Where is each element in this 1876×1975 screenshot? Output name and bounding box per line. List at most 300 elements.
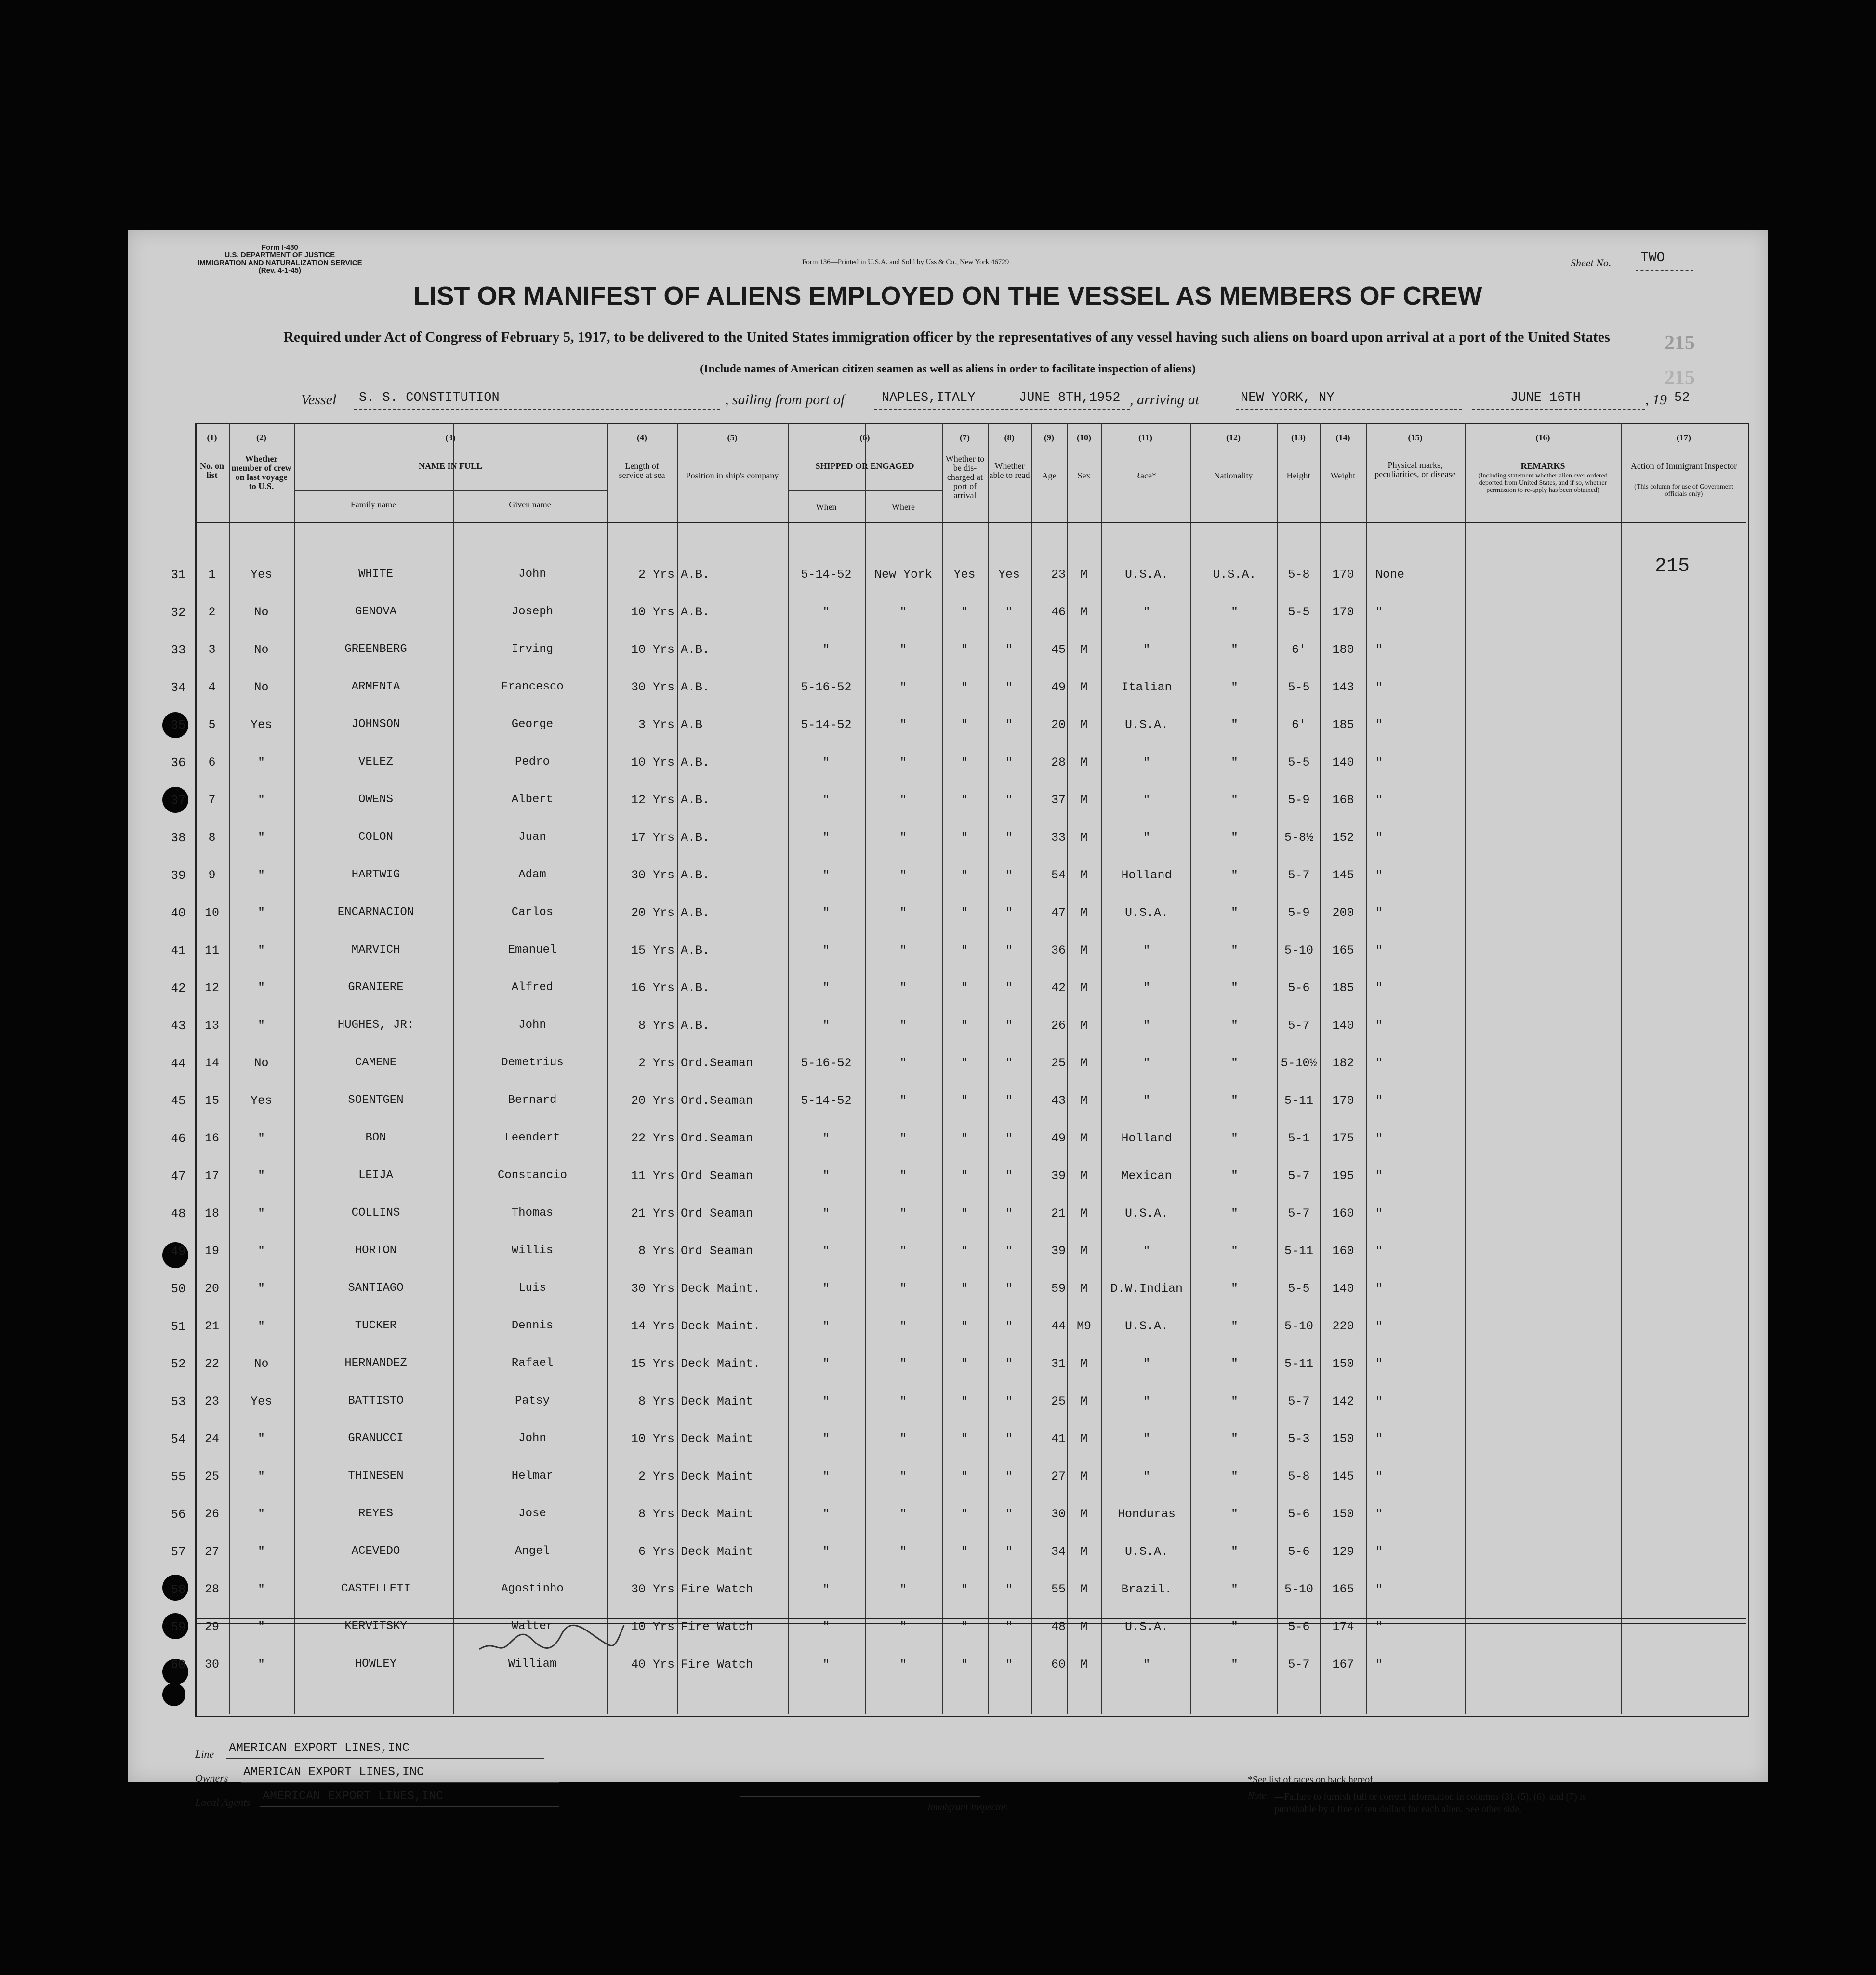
cell-age: 26 bbox=[1051, 1019, 1066, 1033]
cell-given-name: Willis bbox=[511, 1244, 554, 1257]
cell-height: 5-5 bbox=[1288, 1282, 1310, 1296]
cell-race: " bbox=[1143, 793, 1150, 807]
cell-discharged: " bbox=[961, 981, 968, 995]
cell-shipped-where: " bbox=[899, 793, 907, 807]
cell-weight: 140 bbox=[1332, 1282, 1354, 1296]
cell-position: Ord.Seaman bbox=[681, 1131, 753, 1145]
cell-length-of-service: 21 Yrs bbox=[631, 1206, 674, 1220]
cell-able-to-read: " bbox=[1005, 1507, 1013, 1521]
cell-given-name: William bbox=[508, 1657, 557, 1670]
cell-family-name: ACEVEDO bbox=[351, 1545, 400, 1558]
cell-age: 59 bbox=[1051, 1282, 1066, 1296]
cell-height: 5-9 bbox=[1288, 793, 1310, 807]
cell-given-name: Francesco bbox=[501, 680, 564, 693]
cell-able-to-read: " bbox=[1005, 1432, 1013, 1446]
cell-row-number: 1 bbox=[208, 568, 216, 582]
cell-age: 41 bbox=[1051, 1432, 1066, 1446]
cell-row-number: 22 bbox=[204, 1357, 219, 1371]
cell-weight: 150 bbox=[1332, 1507, 1354, 1521]
cell-height: 5-11 bbox=[1284, 1357, 1313, 1371]
cell-position: Deck Maint bbox=[681, 1432, 753, 1446]
cell-shipped-when: " bbox=[822, 1432, 830, 1446]
cell-race: Brazil. bbox=[1121, 1582, 1172, 1596]
line-index: 58 bbox=[171, 1582, 186, 1597]
cell-previous-voyage: " bbox=[257, 1545, 265, 1559]
cell-weight: 160 bbox=[1332, 1244, 1354, 1258]
cell-given-name: Albert bbox=[511, 793, 554, 806]
cell-age: 45 bbox=[1051, 643, 1066, 657]
cell-given-name: George bbox=[511, 718, 554, 731]
cell-race: " bbox=[1143, 1357, 1150, 1371]
cell-given-name: Dennis bbox=[511, 1319, 554, 1332]
cell-family-name: HUGHES, JR: bbox=[337, 1019, 414, 1032]
cell-row-number: 10 bbox=[204, 906, 219, 920]
cell-physical-marks: " bbox=[1375, 643, 1383, 657]
cell-able-to-read: " bbox=[1005, 643, 1013, 657]
cell-family-name: HORTON bbox=[355, 1244, 397, 1257]
cell-physical-marks: " bbox=[1375, 1019, 1383, 1033]
owners-label: Owners bbox=[195, 1772, 228, 1784]
cell-previous-voyage: " bbox=[257, 1507, 265, 1521]
cell-nationality: " bbox=[1230, 1507, 1238, 1521]
cell-physical-marks: " bbox=[1375, 1169, 1383, 1183]
cell-row-number: 15 bbox=[204, 1094, 219, 1108]
cell-discharged: " bbox=[961, 1169, 968, 1183]
line-index: 48 bbox=[171, 1206, 186, 1221]
cell-family-name: GRANIERE bbox=[348, 981, 404, 994]
cell-length-of-service: 10 Yrs bbox=[631, 756, 674, 769]
cell-given-name: John bbox=[518, 568, 546, 581]
cell-shipped-when: " bbox=[822, 906, 830, 920]
cell-shipped-when: " bbox=[822, 1169, 830, 1183]
cell-given-name: John bbox=[518, 1432, 546, 1445]
cell-age: 44 bbox=[1051, 1319, 1066, 1333]
cell-discharged: " bbox=[961, 1282, 968, 1296]
cell-weight: 140 bbox=[1332, 1019, 1354, 1033]
cell-row-number: 11 bbox=[204, 943, 219, 957]
cell-age: 39 bbox=[1051, 1169, 1066, 1183]
cell-position: A.B. bbox=[681, 868, 710, 882]
cell-height: 5-6 bbox=[1288, 1545, 1310, 1559]
cell-discharged: " bbox=[961, 1432, 968, 1446]
owners-value: AMERICAN EXPORT LINES,INC bbox=[243, 1765, 424, 1779]
cell-able-to-read: " bbox=[1005, 680, 1013, 694]
cell-family-name: TUCKER bbox=[355, 1319, 397, 1332]
cell-weight: 185 bbox=[1332, 981, 1354, 995]
cell-shipped-when: " bbox=[822, 1206, 830, 1220]
cell-age: 23 bbox=[1051, 568, 1066, 582]
cell-previous-voyage: " bbox=[257, 756, 265, 769]
cell-length-of-service: 2 Yrs bbox=[638, 568, 674, 582]
cell-height: 5-7 bbox=[1288, 1019, 1310, 1033]
cell-able-to-read: " bbox=[1005, 1019, 1013, 1033]
cell-discharged: " bbox=[961, 1206, 968, 1220]
cell-previous-voyage: " bbox=[257, 1169, 265, 1183]
cell-height: 5-11 bbox=[1284, 1094, 1313, 1108]
cell-height: 5-3 bbox=[1288, 1432, 1310, 1446]
cell-race: U.S.A. bbox=[1124, 906, 1168, 920]
cell-position: Deck Maint. bbox=[681, 1319, 761, 1333]
cell-nationality: " bbox=[1230, 1206, 1238, 1220]
cell-row-number: 19 bbox=[204, 1244, 219, 1258]
cell-sex: M bbox=[1080, 1470, 1088, 1484]
cell-family-name: ENCARNACION bbox=[337, 906, 414, 919]
cell-shipped-where: " bbox=[899, 1582, 907, 1596]
cell-sex: M bbox=[1080, 718, 1088, 732]
col-num: (17) bbox=[1677, 433, 1691, 442]
cell-length-of-service: 40 Yrs bbox=[631, 1657, 674, 1671]
cell-sex: M bbox=[1080, 1019, 1088, 1033]
cell-physical-marks: None bbox=[1375, 568, 1405, 582]
line-index: 49 bbox=[171, 1244, 186, 1259]
cell-age: 49 bbox=[1051, 1131, 1066, 1145]
cell-height: 5-6 bbox=[1288, 1620, 1310, 1634]
cell-able-to-read: " bbox=[1005, 868, 1013, 882]
cell-shipped-when: " bbox=[822, 981, 830, 995]
cell-shipped-where: " bbox=[899, 1470, 907, 1484]
agents-label: Local Agents bbox=[195, 1796, 251, 1808]
cell-weight: 195 bbox=[1332, 1169, 1354, 1183]
cell-weight: 182 bbox=[1332, 1056, 1354, 1070]
cell-age: 30 bbox=[1051, 1507, 1066, 1521]
cell-row-number: 25 bbox=[204, 1470, 219, 1484]
cell-race: Mexican bbox=[1121, 1169, 1172, 1183]
cell-row-number: 5 bbox=[208, 718, 216, 732]
cell-discharged: " bbox=[961, 1507, 968, 1521]
cell-given-name: Irving bbox=[511, 643, 554, 656]
cell-sex: M bbox=[1080, 793, 1088, 807]
col-header-discharged: Whether to be dis-charged at port of arrival bbox=[945, 454, 985, 500]
cell-race: " bbox=[1143, 943, 1150, 957]
line-index: 60 bbox=[171, 1657, 186, 1672]
cell-row-number: 8 bbox=[208, 831, 216, 845]
cell-row-number: 14 bbox=[204, 1056, 219, 1070]
cell-position: A.B. bbox=[681, 943, 710, 957]
cell-row-number: 24 bbox=[204, 1432, 219, 1446]
cell-nationality: " bbox=[1230, 718, 1238, 732]
cell-physical-marks: " bbox=[1375, 831, 1383, 845]
cell-weight: 165 bbox=[1332, 1582, 1354, 1596]
cell-sex: M bbox=[1080, 680, 1088, 694]
col-header-age: Age bbox=[1042, 471, 1057, 480]
cell-family-name: GREENBERG bbox=[344, 643, 407, 656]
cell-age: 36 bbox=[1051, 943, 1066, 957]
cell-given-name: Jose bbox=[518, 1507, 546, 1520]
cell-position: Ord.Seaman bbox=[681, 1094, 753, 1108]
cell-position: A.B bbox=[681, 718, 703, 732]
cell-race: Italian bbox=[1121, 680, 1172, 694]
cell-family-name: CASTELLETI bbox=[341, 1582, 411, 1595]
cell-length-of-service: 2 Yrs bbox=[638, 1470, 674, 1484]
cell-shipped-where: " bbox=[899, 1357, 907, 1371]
stamp-number: 215 bbox=[1665, 367, 1695, 389]
cell-race: U.S.A. bbox=[1124, 1319, 1168, 1333]
col-header-nationality: Nationality bbox=[1214, 471, 1253, 480]
cell-age: 55 bbox=[1051, 1582, 1066, 1596]
col-header-read: Whether able to read bbox=[989, 461, 1030, 480]
cell-row-number: 30 bbox=[204, 1657, 219, 1671]
cell-race: U.S.A. bbox=[1124, 718, 1168, 732]
cell-nationality: " bbox=[1230, 605, 1238, 619]
cell-family-name: JOHNSON bbox=[351, 718, 400, 731]
cell-nationality: " bbox=[1230, 1394, 1238, 1408]
cell-physical-marks: " bbox=[1375, 680, 1383, 694]
cell-shipped-where: " bbox=[899, 1394, 907, 1408]
cell-nationality: " bbox=[1230, 1056, 1238, 1070]
cell-shipped-when: " bbox=[822, 1282, 830, 1296]
cell-position: Fire Watch bbox=[681, 1582, 753, 1596]
cell-physical-marks: " bbox=[1375, 605, 1383, 619]
cell-able-to-read: " bbox=[1005, 1131, 1013, 1145]
cell-weight: 170 bbox=[1332, 568, 1354, 582]
cell-shipped-where: New York bbox=[874, 568, 933, 582]
cell-discharged: " bbox=[961, 1094, 968, 1108]
cell-shipped-when: " bbox=[822, 1657, 830, 1671]
cell-height: 5-5 bbox=[1288, 680, 1310, 694]
cell-position: A.B. bbox=[681, 906, 710, 920]
cell-discharged: " bbox=[961, 605, 968, 619]
cell-race: " bbox=[1143, 605, 1150, 619]
cell-row-number: 2 bbox=[208, 605, 216, 619]
cell-race: D.W.Indian bbox=[1110, 1282, 1183, 1296]
form-number: Form I-480 U.S. DEPARTMENT OF JUSTICE IMMIGRATION AND NATURALIZATION SERVICE (Rev. 4-1-45) bbox=[198, 243, 362, 275]
cell-able-to-read: " bbox=[1005, 1357, 1013, 1371]
cell-family-name: COLLINS bbox=[351, 1206, 400, 1219]
cell-sex: M bbox=[1080, 1357, 1088, 1371]
cell-previous-voyage: Yes bbox=[250, 1394, 272, 1408]
cell-length-of-service: 8 Yrs bbox=[638, 1019, 674, 1033]
col-num: (1) bbox=[207, 433, 217, 442]
vessel-name: S. S. CONSTITUTION bbox=[359, 391, 500, 405]
cell-family-name: GRANUCCI bbox=[348, 1432, 404, 1445]
page-subtitle: Required under Act of Congress of February 5, 1917, to be delivered to the United States immigration officer by the representatives of any vessel having such aliens on board upon arrival at a port of the United States bbox=[283, 329, 1610, 345]
cell-weight: 152 bbox=[1332, 831, 1354, 845]
cell-family-name: BATTISTO bbox=[348, 1394, 404, 1407]
line-index: 54 bbox=[171, 1432, 186, 1446]
cell-given-name: Juan bbox=[518, 831, 546, 844]
cell-position: Ord.Seaman bbox=[681, 1056, 753, 1070]
cell-family-name: LEIJA bbox=[358, 1169, 393, 1182]
col-header-when: When bbox=[816, 502, 837, 512]
cell-shipped-when: " bbox=[822, 943, 830, 957]
cell-length-of-service: 12 Yrs bbox=[631, 793, 674, 807]
cell-row-number: 4 bbox=[208, 680, 216, 694]
cell-shipped-when: " bbox=[822, 831, 830, 845]
cell-shipped-where: " bbox=[899, 1657, 907, 1671]
cell-sex: M bbox=[1080, 906, 1088, 920]
cell-able-to-read: " bbox=[1005, 718, 1013, 732]
cell-age: 37 bbox=[1051, 793, 1066, 807]
line-index: 50 bbox=[171, 1282, 186, 1296]
cell-shipped-where: " bbox=[899, 718, 907, 732]
cell-shipped-when: 5-14-52 bbox=[801, 718, 852, 732]
col-header-physical-marks: Physical marks, peculiarities, or disease bbox=[1374, 460, 1456, 479]
cell-shipped-when: " bbox=[822, 1319, 830, 1333]
col-header-remarks-note: (Including statement whether alien ever ordered deported from United States, and if so, whether permission to re-apply has been obtained) bbox=[1478, 472, 1608, 494]
cell-position: Ord Seaman bbox=[681, 1169, 753, 1183]
col-num: (5) bbox=[727, 433, 738, 442]
cell-able-to-read: " bbox=[1005, 1094, 1013, 1108]
cell-length-of-service: 3 Yrs bbox=[638, 718, 674, 732]
cell-previous-voyage: No bbox=[254, 605, 269, 619]
cell-sex: M bbox=[1080, 1206, 1088, 1220]
line-index: 39 bbox=[171, 868, 186, 883]
cell-position: Fire Watch bbox=[681, 1657, 753, 1671]
cell-height: 5-5 bbox=[1288, 756, 1310, 769]
cell-sex: M bbox=[1080, 1169, 1088, 1183]
cell-shipped-where: " bbox=[899, 1131, 907, 1145]
cell-given-name: Luis bbox=[518, 1282, 546, 1295]
col-num: (10) bbox=[1077, 433, 1091, 442]
manifest-sheet bbox=[128, 230, 1768, 1815]
cell-physical-marks: " bbox=[1375, 1094, 1383, 1108]
cell-family-name: CAMENE bbox=[355, 1056, 397, 1069]
cell-able-to-read: " bbox=[1005, 831, 1013, 845]
cell-family-name: VELEZ bbox=[358, 756, 393, 769]
cell-shipped-when: " bbox=[822, 1470, 830, 1484]
cell-age: 25 bbox=[1051, 1394, 1066, 1408]
cell-nationality: " bbox=[1230, 1357, 1238, 1371]
cell-position: Deck Maint. bbox=[681, 1282, 761, 1296]
col-num: (16) bbox=[1535, 433, 1550, 442]
cell-previous-voyage: " bbox=[257, 906, 265, 920]
cell-weight: 180 bbox=[1332, 643, 1354, 657]
cell-shipped-where: " bbox=[899, 831, 907, 845]
sheet-number: TWO bbox=[1640, 251, 1665, 265]
cell-family-name: MARVICH bbox=[351, 943, 400, 956]
cell-nationality: " bbox=[1230, 1657, 1238, 1671]
line-index: 31 bbox=[171, 568, 186, 582]
cell-sex: M bbox=[1080, 756, 1088, 769]
cell-shipped-where: " bbox=[899, 1169, 907, 1183]
cell-nationality: " bbox=[1230, 943, 1238, 957]
cell-discharged: " bbox=[961, 1657, 968, 1671]
cell-discharged: " bbox=[961, 1582, 968, 1596]
cell-row-number: 23 bbox=[204, 1394, 219, 1408]
cell-length-of-service: 8 Yrs bbox=[638, 1394, 674, 1408]
cell-position: Deck Maint bbox=[681, 1507, 753, 1521]
cell-height: 5-7 bbox=[1288, 1169, 1310, 1183]
cell-discharged: " bbox=[961, 868, 968, 882]
cell-physical-marks: " bbox=[1375, 1582, 1383, 1596]
cell-discharged: " bbox=[961, 1545, 968, 1559]
cell-age: 42 bbox=[1051, 981, 1066, 995]
cell-family-name: SANTIAGO bbox=[348, 1282, 404, 1295]
line-index: 53 bbox=[171, 1394, 186, 1409]
cell-race: " bbox=[1143, 1244, 1150, 1258]
cell-given-name: Adam bbox=[518, 868, 546, 881]
cell-discharged: " bbox=[961, 1470, 968, 1484]
cell-position: A.B. bbox=[681, 981, 710, 995]
cell-previous-voyage: No bbox=[254, 680, 269, 694]
cell-previous-voyage: " bbox=[257, 1319, 265, 1333]
cell-shipped-when: " bbox=[822, 868, 830, 882]
cell-nationality: " bbox=[1230, 981, 1238, 995]
cell-race: U.S.A. bbox=[1124, 1620, 1168, 1634]
cell-row-number: 3 bbox=[208, 643, 216, 657]
cell-position: Ord Seaman bbox=[681, 1206, 753, 1220]
cell-given-name: Patsy bbox=[515, 1394, 550, 1407]
cell-nationality: " bbox=[1230, 906, 1238, 920]
cell-able-to-read: " bbox=[1005, 906, 1013, 920]
cell-row-number: 13 bbox=[204, 1019, 219, 1033]
cell-discharged: " bbox=[961, 793, 968, 807]
cell-physical-marks: " bbox=[1375, 756, 1383, 769]
arriving-label: , arriving at bbox=[1130, 392, 1200, 408]
cell-given-name: Walter bbox=[511, 1620, 554, 1633]
cell-sex: M bbox=[1080, 1056, 1088, 1070]
cell-weight: 150 bbox=[1332, 1357, 1354, 1371]
cell-age: 47 bbox=[1051, 906, 1066, 920]
cell-nationality: " bbox=[1230, 793, 1238, 807]
cell-family-name: ARMENIA bbox=[351, 680, 400, 693]
cell-family-name: WHITE bbox=[358, 568, 393, 581]
arrival-date: JUNE 16TH bbox=[1510, 391, 1581, 405]
inspector-label: Immigrant Inspector. bbox=[927, 1802, 1008, 1813]
cell-family-name: COLON bbox=[358, 831, 393, 844]
printer-credit: Form 136—Printed in U.S.A. and Sold by Uss & Co., New York 46729 bbox=[802, 258, 1009, 266]
line-index: 47 bbox=[171, 1169, 186, 1183]
cell-sex: M bbox=[1080, 943, 1088, 957]
cell-weight: 145 bbox=[1332, 868, 1354, 882]
cell-sex: M bbox=[1080, 1545, 1088, 1559]
cell-shipped-when: 5-16-52 bbox=[801, 680, 852, 694]
line-label: Line bbox=[195, 1748, 214, 1760]
cell-shipped-where: " bbox=[899, 981, 907, 995]
col-header-service: Length of service at sea bbox=[619, 461, 665, 480]
cell-height: 5-6 bbox=[1288, 1507, 1310, 1521]
cell-length-of-service: 2 Yrs bbox=[638, 1056, 674, 1070]
cell-position: A.B. bbox=[681, 1019, 710, 1033]
cell-row-number: 29 bbox=[204, 1620, 219, 1634]
cell-sex: M bbox=[1080, 1094, 1088, 1108]
cell-row-number: 21 bbox=[204, 1319, 219, 1333]
cell-height: 5-10 bbox=[1284, 943, 1313, 957]
departure-port: NAPLES,ITALY bbox=[882, 391, 976, 405]
line-index: 35 bbox=[171, 718, 186, 732]
cell-shipped-where: " bbox=[899, 1244, 907, 1258]
cell-physical-marks: " bbox=[1375, 868, 1383, 882]
cell-position: Deck Maint bbox=[681, 1545, 753, 1559]
cell-row-number: 7 bbox=[208, 793, 216, 807]
cell-position: Deck Maint bbox=[681, 1394, 753, 1408]
cell-able-to-read: " bbox=[1005, 756, 1013, 769]
cell-physical-marks: " bbox=[1375, 1319, 1383, 1333]
cell-age: 49 bbox=[1051, 680, 1066, 694]
cell-able-to-read: " bbox=[1005, 1319, 1013, 1333]
cell-shipped-when: " bbox=[822, 643, 830, 657]
cell-weight: 185 bbox=[1332, 718, 1354, 732]
cell-shipped-where: " bbox=[899, 1282, 907, 1296]
col-num: (8) bbox=[1004, 433, 1015, 442]
cell-shipped-where: " bbox=[899, 868, 907, 882]
cell-height: 5-7 bbox=[1288, 1657, 1310, 1671]
cell-nationality: " bbox=[1230, 1470, 1238, 1484]
cell-height: 5-10 bbox=[1284, 1582, 1313, 1596]
cell-shipped-when: " bbox=[822, 1131, 830, 1145]
cell-discharged: " bbox=[961, 680, 968, 694]
cell-position: A.B. bbox=[681, 680, 710, 694]
cell-age: 25 bbox=[1051, 1056, 1066, 1070]
cell-race: " bbox=[1143, 1470, 1150, 1484]
cell-family-name: REYES bbox=[358, 1507, 393, 1520]
cell-given-name: Bernard bbox=[508, 1094, 557, 1107]
cell-able-to-read: " bbox=[1005, 1244, 1013, 1258]
cell-nationality: " bbox=[1230, 1319, 1238, 1333]
cell-shipped-when: " bbox=[822, 1394, 830, 1408]
cell-sex: M bbox=[1080, 868, 1088, 882]
col-header-name: NAME IN FULL bbox=[418, 461, 482, 471]
